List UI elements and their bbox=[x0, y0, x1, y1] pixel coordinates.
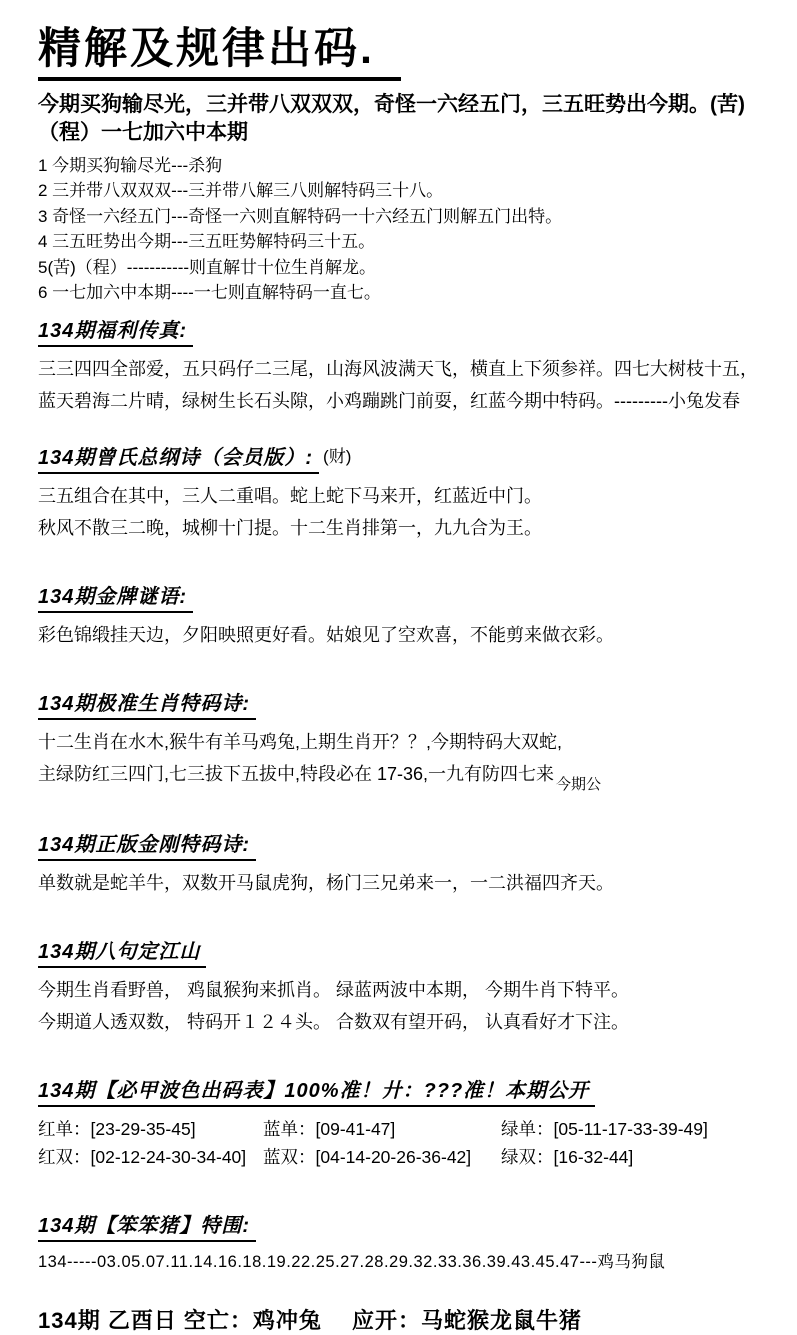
explanation-item-1: 1 今期买狗输尽光---杀狗 bbox=[38, 155, 223, 175]
explanation-item-6: 6 一七加六中本期----一七则直解特码一直七。 bbox=[38, 283, 381, 303]
section-jizhun bbox=[38, 687, 771, 793]
poem-line-text: 主绿防红三四门,七三拔下五拔中,特段必在 17-36,一九有防四七来 bbox=[38, 763, 555, 784]
section-benben-heading: 134期【笨笨猪】特围: bbox=[38, 1209, 256, 1242]
section-bajiu bbox=[38, 935, 771, 1036]
section-zhengban-heading: 134期正版金刚特码诗: bbox=[38, 828, 256, 861]
page-title: 精解及规律出码. bbox=[38, 26, 401, 81]
explanation-item-4: 4 三五旺势出今期---三五旺势解特码三十五。 bbox=[38, 232, 376, 252]
bose-blue-doubles: 蓝双：[04-14-20-26-36-42] bbox=[263, 1146, 472, 1167]
section-jinpai bbox=[38, 580, 771, 649]
explanation-item-5: 5(苦)（程）-----------则直解廿十位生肖解龙。 bbox=[38, 257, 377, 277]
bose-red-singles: 红单：[23-29-35-45] bbox=[38, 1118, 196, 1139]
poem-line: 三三四四全部爱，五只码仔二三尾，山海风波满天飞，横直上下须参祥。四七大树枝十五， bbox=[38, 358, 758, 379]
explanation-list bbox=[38, 153, 771, 306]
footer-line: 134期 乙酉日 空亡：鸡冲兔 应开：马蛇猴龙鼠牛猪 bbox=[38, 1307, 583, 1333]
special-numbers-line: 134-----03.05.07.11.14.16.18.19.22.25.27.28.29.32.33.36.39.43.45.47---鸡马狗鼠 bbox=[38, 1252, 666, 1271]
section-zengshi-suffix: (财) bbox=[323, 446, 352, 466]
section-zhengban bbox=[38, 828, 771, 897]
section-jizhun-heading: 134期极准生肖特码诗: bbox=[38, 687, 256, 720]
bose-row-doubles bbox=[38, 1143, 771, 1171]
sub-note: 今期公 bbox=[556, 775, 602, 793]
section-bose-heading: 134期【必甲波色出码表】100%准！廾：???准！本期公开 bbox=[38, 1074, 595, 1107]
intro-line-2: （程）一七加六中本期 bbox=[38, 121, 248, 145]
poem-line: 今期生肖看野兽， 鸡鼠猴狗来抓肖。 绿蓝两波中本期， 今期牛肖下特平。 bbox=[38, 979, 629, 1000]
bose-green-singles: 绿单：[05-11-17-33-39-49] bbox=[501, 1118, 708, 1139]
poem-line: 彩色锦缎挂天边，夕阳映照更好看。姑娘见了空欢喜，不能剪来做衣彩。 bbox=[38, 624, 614, 645]
bose-blue-singles: 蓝单：[09-41-47] bbox=[263, 1118, 396, 1139]
poem-line: 单数就是蛇羊牛，双数开马鼠虎狗，杨门三兄弟来一，一二洪福四齐天。 bbox=[38, 872, 614, 893]
intro-line-1: 今期买狗输尽光，三并带八双双双，奇怪一六经五门，三五旺势出今期。(苦) bbox=[38, 93, 745, 117]
intro-block bbox=[38, 91, 771, 146]
bose-red-doubles: 红双：[02-12-24-30-34-40] bbox=[38, 1146, 247, 1167]
poem-line: 秋风不散三二晚，城柳十门提。十二生肖排第一，九九合为王。 bbox=[38, 517, 542, 538]
section-zengshi-heading: 134期曾氏总纲诗（会员版）: bbox=[38, 441, 319, 474]
poem-line: 三五组合在其中，三人二重唱。蛇上蛇下马来开，红蓝近中门。 bbox=[38, 485, 542, 506]
bose-row-singles bbox=[38, 1115, 771, 1143]
section-zengshi bbox=[38, 441, 771, 542]
section-bajiu-heading: 134期八句定江山 bbox=[38, 935, 206, 968]
explanation-item-2: 2 三并带八双双双---三并带八解三八则解特码三十八。 bbox=[38, 181, 444, 201]
poem-line: 今期道人透双数， 特码开１２４头。 合数双有望开码， 认真看好才下注。 bbox=[38, 1011, 629, 1032]
poem-line bbox=[38, 760, 771, 793]
poem-line: 十二生肖在水木,猴牛有羊马鸡兔,上期生肖开？？,今期特码大双蛇, bbox=[38, 731, 563, 752]
explanation-item-3: 3 奇怪一六经五门---奇怪一六则直解特码一十六经五门则解五门出特。 bbox=[38, 206, 563, 226]
section-fuli-heading: 134期福利传真: bbox=[38, 314, 193, 347]
section-fuli bbox=[38, 314, 771, 415]
poem-line: 蓝天碧海二片晴，绿树生长石头隙，小鸡蹦跳门前耍，红蓝今期中特码。---------小兔发春 bbox=[38, 390, 740, 411]
section-bose bbox=[38, 1074, 771, 1171]
bose-green-doubles: 绿双：[16-32-44] bbox=[501, 1146, 634, 1167]
section-benben bbox=[38, 1209, 771, 1274]
section-jinpai-heading: 134期金牌谜语: bbox=[38, 580, 193, 613]
